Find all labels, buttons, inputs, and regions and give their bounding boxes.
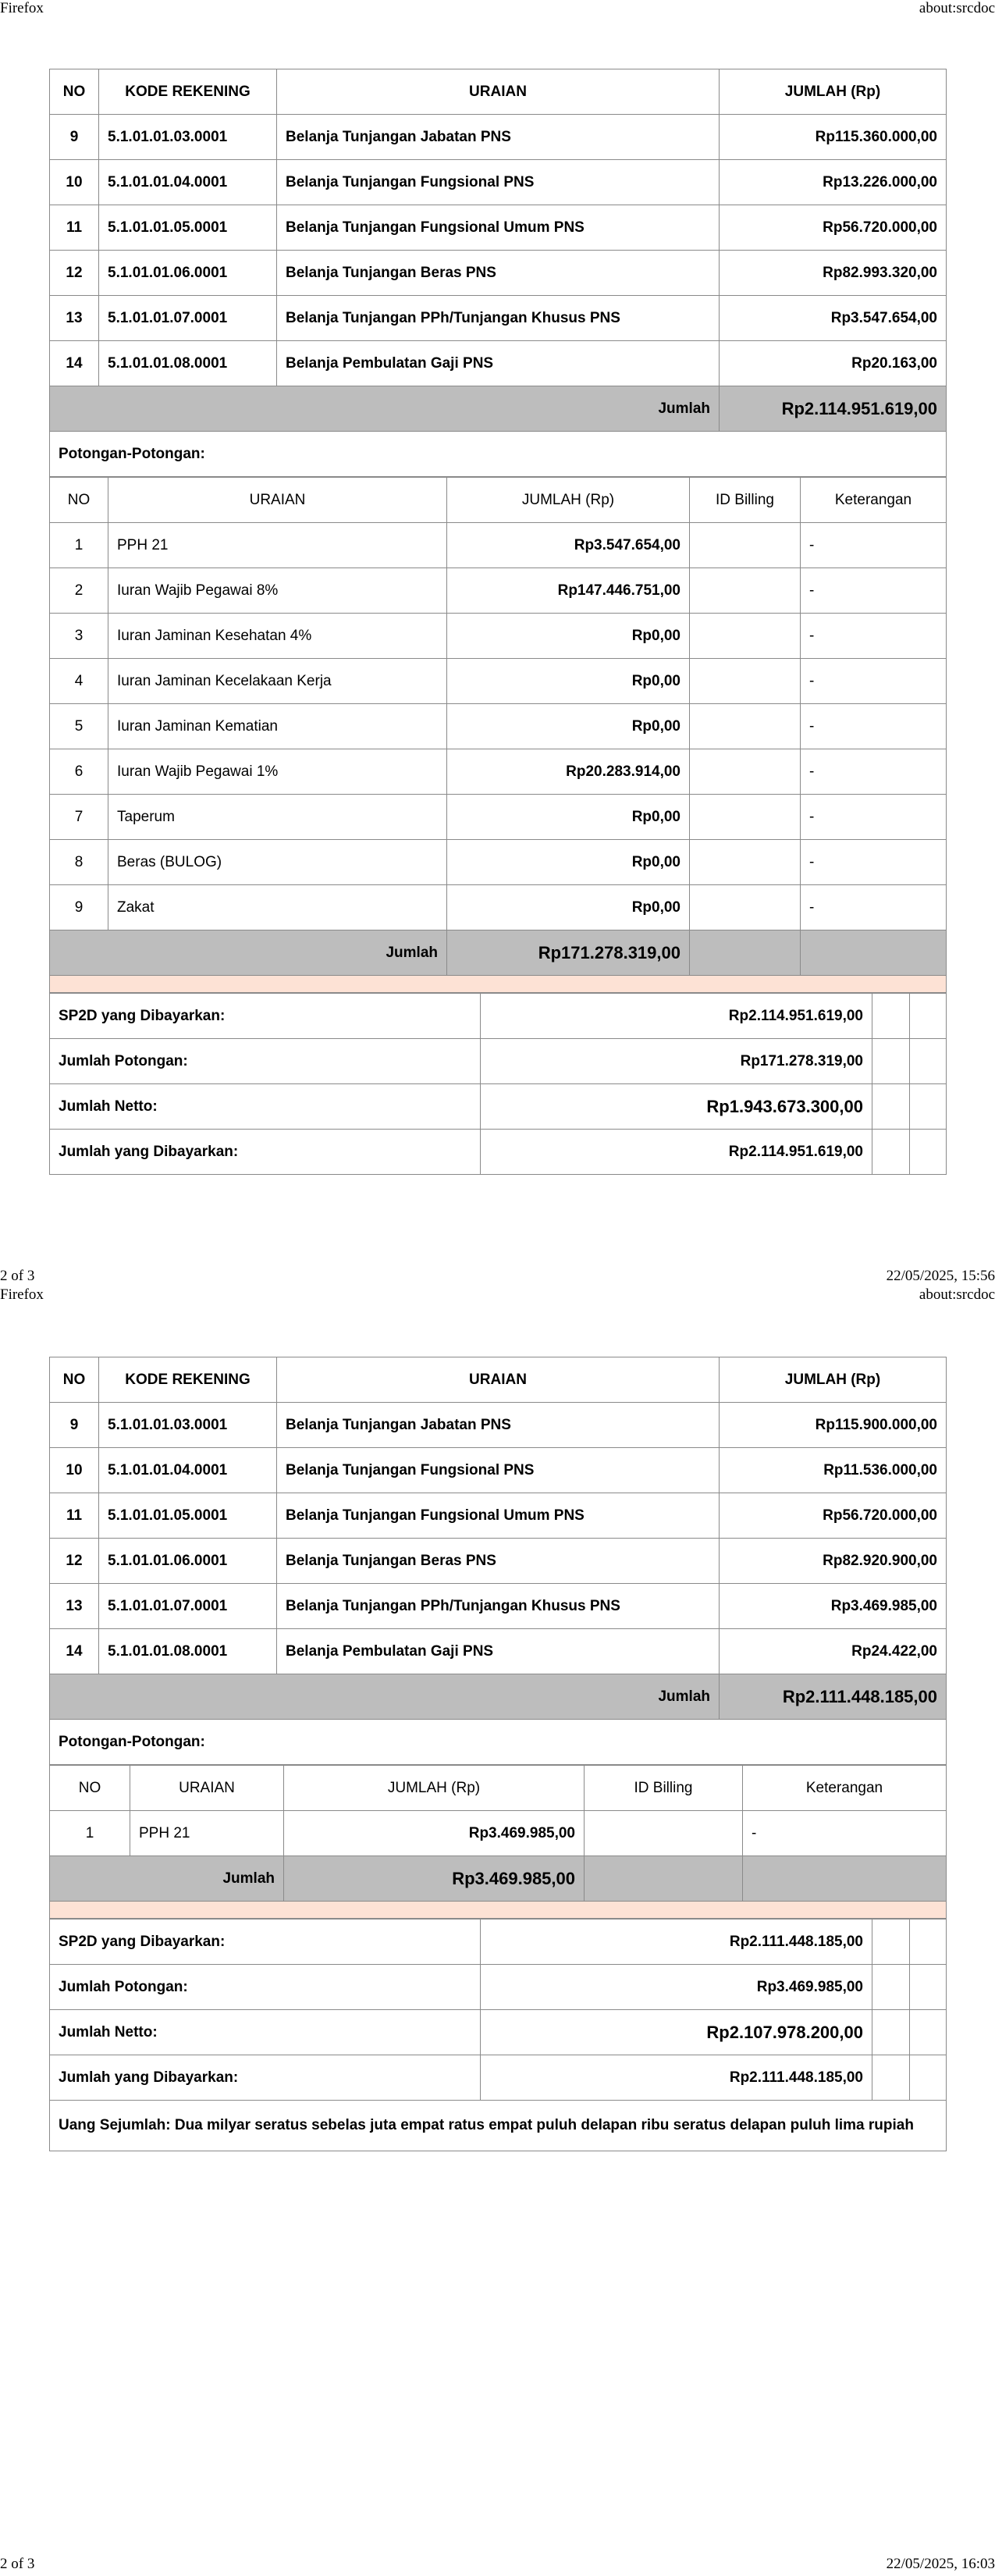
row-uraian: Belanja Tunjangan Fungsional PNS [277, 160, 720, 205]
row-uraian: Belanja Pembulatan Gaji PNS [277, 1629, 720, 1674]
row-uraian: Belanja Tunjangan Jabatan PNS [277, 1403, 720, 1448]
browser-name: Firefox [0, 0, 44, 16]
empty-cell [872, 2010, 910, 2055]
row-no: 9 [50, 885, 108, 930]
table-row [50, 251, 947, 296]
col-keterangan: Keterangan [743, 1766, 947, 1811]
row-jumlah: Rp13.226.000,00 [720, 160, 947, 205]
row-no: 7 [50, 795, 108, 840]
row-uraian: PPH 21 [108, 523, 447, 568]
page-url: about:srcdoc [919, 1286, 995, 1303]
row-jumlah: Rp3.469.985,00 [720, 1584, 947, 1629]
table-row [50, 1584, 947, 1629]
potongan-table [49, 477, 947, 993]
row-uraian: Belanja Tunjangan Fungsional PNS [277, 1448, 720, 1493]
potongan-total-row [50, 1856, 947, 1902]
row-no: 13 [50, 1584, 99, 1629]
rekening-total-row [50, 1674, 947, 1720]
row-keterangan: - [801, 659, 947, 704]
summary-label: SP2D yang Dibayarkan: [50, 994, 481, 1039]
col-uraian: URAIAN [108, 478, 447, 523]
row-keterangan: - [801, 614, 947, 659]
row-no: 13 [50, 296, 99, 341]
total-value: Rp2.114.951.619,00 [720, 386, 947, 432]
rekening-total-row [50, 386, 947, 432]
summary-row [50, 994, 947, 1039]
row-jumlah: Rp3.469.985,00 [284, 1811, 585, 1856]
summary-value: Rp2.114.951.619,00 [481, 1130, 872, 1175]
row-jumlah: Rp20.163,00 [720, 341, 947, 386]
table-row [50, 885, 947, 930]
table-row [50, 614, 947, 659]
summary-row [50, 1965, 947, 2010]
summary-row [50, 1039, 947, 1084]
empty-cell [585, 1856, 743, 1902]
table-row [50, 795, 947, 840]
row-jumlah: Rp82.920.900,00 [720, 1539, 947, 1584]
row-jumlah: Rp56.720.000,00 [720, 205, 947, 251]
table-row [50, 704, 947, 749]
row-no: 12 [50, 1539, 99, 1584]
row-id-billing [585, 1811, 743, 1856]
empty-cell [872, 994, 910, 1039]
table-row [50, 115, 947, 160]
row-no: 6 [50, 749, 108, 795]
row-id-billing [690, 749, 801, 795]
empty-cell [872, 1084, 910, 1130]
summary-row [50, 2010, 947, 2055]
page-counter: 2 of 3 [0, 2556, 35, 2572]
row-no: 1 [50, 523, 108, 568]
potongan-header-row [50, 1766, 947, 1811]
empty-cell [872, 1039, 910, 1084]
summary-table [49, 1919, 947, 2151]
table-row [50, 1403, 947, 1448]
col-keterangan: Keterangan [801, 478, 947, 523]
sp2d-document-page-1 [49, 69, 946, 1175]
row-uraian: Iuran Wajib Pegawai 1% [108, 749, 447, 795]
row-no: 11 [50, 1493, 99, 1539]
row-no: 14 [50, 341, 99, 386]
total-label: Jumlah [50, 930, 447, 976]
row-no: 14 [50, 1629, 99, 1674]
row-jumlah: Rp82.993.320,00 [720, 251, 947, 296]
summary-value: Rp1.943.673.300,00 [481, 1084, 872, 1130]
row-no: 10 [50, 1448, 99, 1493]
summary-label: Jumlah Potongan: [50, 1965, 481, 2010]
row-jumlah: Rp20.283.914,00 [447, 749, 690, 795]
potongan-title: Potongan-Potongan: [50, 432, 947, 477]
summary-row [50, 1130, 947, 1175]
terbilang-row [50, 2101, 947, 2151]
print-timestamp: 22/05/2025, 15:56 [886, 1268, 995, 1284]
summary-row [50, 1920, 947, 1965]
row-id-billing [690, 704, 801, 749]
row-jumlah: Rp3.547.654,00 [447, 523, 690, 568]
row-jumlah: Rp0,00 [447, 659, 690, 704]
row-no: 9 [50, 115, 99, 160]
col-kode-rekening: KODE REKENING [99, 1357, 277, 1403]
row-keterangan: - [801, 523, 947, 568]
summary-value: Rp171.278.319,00 [481, 1039, 872, 1084]
potongan-header-row [50, 478, 947, 523]
row-kode: 5.1.01.01.08.0001 [99, 1629, 277, 1674]
rekening-header-row [50, 1357, 947, 1403]
empty-cell [690, 930, 801, 976]
summary-value: Rp3.469.985,00 [481, 1965, 872, 2010]
print-timestamp: 22/05/2025, 16:03 [886, 2556, 995, 2572]
empty-cell [910, 1965, 947, 2010]
row-uraian: Belanja Tunjangan PPh/Tunjangan Khusus PNS [277, 296, 720, 341]
summary-label: Jumlah yang Dibayarkan: [50, 1130, 481, 1175]
row-kode: 5.1.01.01.03.0001 [99, 1403, 277, 1448]
separator-band [50, 1902, 947, 1919]
empty-cell [801, 930, 947, 976]
row-keterangan: - [801, 885, 947, 930]
row-uraian: Iuran Jaminan Kesehatan 4% [108, 614, 447, 659]
row-id-billing [690, 840, 801, 885]
row-id-billing [690, 568, 801, 614]
summary-label: Jumlah Netto: [50, 1084, 481, 1130]
row-kode: 5.1.01.01.06.0001 [99, 1539, 277, 1584]
row-uraian: Zakat [108, 885, 447, 930]
empty-cell [743, 1856, 947, 1902]
total-value: Rp2.111.448.185,00 [720, 1674, 947, 1720]
summary-row [50, 2055, 947, 2101]
table-row [50, 160, 947, 205]
table-row [50, 1811, 947, 1856]
row-uraian: Belanja Pembulatan Gaji PNS [277, 341, 720, 386]
table-row [50, 840, 947, 885]
row-kode: 5.1.01.01.05.0001 [99, 205, 277, 251]
row-no: 5 [50, 704, 108, 749]
table-row [50, 749, 947, 795]
row-id-billing [690, 659, 801, 704]
summary-value: Rp2.107.978.200,00 [481, 2010, 872, 2055]
row-keterangan: - [801, 840, 947, 885]
table-row [50, 1629, 947, 1674]
separator-cell [50, 976, 947, 993]
row-no: 1 [50, 1811, 130, 1856]
col-kode-rekening: KODE REKENING [99, 69, 277, 115]
summary-label: Jumlah Potongan: [50, 1039, 481, 1084]
empty-cell [910, 1130, 947, 1175]
row-no: 10 [50, 160, 99, 205]
potongan-title-row [50, 1720, 947, 1765]
row-uraian: PPH 21 [130, 1811, 284, 1856]
row-id-billing [690, 523, 801, 568]
empty-cell [910, 2055, 947, 2101]
row-jumlah: Rp24.422,00 [720, 1629, 947, 1674]
total-value: Rp171.278.319,00 [447, 930, 690, 976]
summary-value: Rp2.111.448.185,00 [481, 2055, 872, 2101]
row-no: 9 [50, 1403, 99, 1448]
row-uraian: Belanja Tunjangan Fungsional Umum PNS [277, 1493, 720, 1539]
table-row [50, 523, 947, 568]
total-label: Jumlah [50, 1674, 720, 1720]
table-row [50, 659, 947, 704]
table-row [50, 341, 947, 386]
row-no: 12 [50, 251, 99, 296]
rekening-table [49, 1357, 947, 1765]
empty-cell [872, 2055, 910, 2101]
row-id-billing [690, 614, 801, 659]
row-uraian: Belanja Tunjangan Beras PNS [277, 1539, 720, 1584]
table-row [50, 1448, 947, 1493]
row-jumlah: Rp115.900.000,00 [720, 1403, 947, 1448]
row-kode: 5.1.01.01.08.0001 [99, 341, 277, 386]
row-keterangan: - [801, 568, 947, 614]
row-keterangan: - [801, 749, 947, 795]
potongan-title: Potongan-Potongan: [50, 1720, 947, 1765]
potongan-total-row [50, 930, 947, 976]
row-jumlah: Rp147.446.751,00 [447, 568, 690, 614]
row-id-billing [690, 795, 801, 840]
row-id-billing [690, 885, 801, 930]
empty-cell [872, 1920, 910, 1965]
summary-label: SP2D yang Dibayarkan: [50, 1920, 481, 1965]
row-jumlah: Rp115.360.000,00 [720, 115, 947, 160]
table-row [50, 296, 947, 341]
col-id-billing: ID Billing [585, 1766, 743, 1811]
row-jumlah: Rp0,00 [447, 614, 690, 659]
summary-value: Rp2.111.448.185,00 [481, 1920, 872, 1965]
row-uraian: Taperum [108, 795, 447, 840]
row-keterangan: - [801, 704, 947, 749]
table-row [50, 1539, 947, 1584]
row-kode: 5.1.01.01.06.0001 [99, 251, 277, 296]
summary-label: Jumlah yang Dibayarkan: [50, 2055, 481, 2101]
sp2d-document-page-2 [49, 1357, 946, 2151]
col-id-billing: ID Billing [690, 478, 801, 523]
potongan-table [49, 1765, 947, 1919]
total-label: Jumlah [50, 1856, 284, 1902]
row-jumlah: Rp0,00 [447, 840, 690, 885]
row-no: 8 [50, 840, 108, 885]
row-uraian: Iuran Wajib Pegawai 8% [108, 568, 447, 614]
col-no: NO [50, 1357, 99, 1403]
col-no: NO [50, 1766, 130, 1811]
row-kode: 5.1.01.01.03.0001 [99, 115, 277, 160]
page-url: about:srcdoc [919, 0, 995, 16]
col-jumlah: JUMLAH (Rp) [720, 69, 947, 115]
row-kode: 5.1.01.01.07.0001 [99, 1584, 277, 1629]
row-no: 4 [50, 659, 108, 704]
row-no: 2 [50, 568, 108, 614]
empty-cell [910, 1084, 947, 1130]
rekening-table [49, 69, 947, 477]
summary-table [49, 993, 947, 1175]
empty-cell [872, 1965, 910, 2010]
row-jumlah: Rp56.720.000,00 [720, 1493, 947, 1539]
col-jumlah: JUMLAH (Rp) [720, 1357, 947, 1403]
col-jumlah: JUMLAH (Rp) [447, 478, 690, 523]
table-row [50, 1493, 947, 1539]
summary-value: Rp2.114.951.619,00 [481, 994, 872, 1039]
separator-cell [50, 1902, 947, 1919]
empty-cell [910, 1039, 947, 1084]
row-kode: 5.1.01.01.05.0001 [99, 1493, 277, 1539]
row-uraian: Belanja Tunjangan Jabatan PNS [277, 115, 720, 160]
row-kode: 5.1.01.01.04.0001 [99, 160, 277, 205]
row-keterangan: - [801, 795, 947, 840]
amount-in-words: Uang Sejumlah: Dua milyar seratus sebelas juta empat ratus empat puluh delapan ribu seratus delapan puluh lima rupiah [50, 2101, 947, 2151]
potongan-title-row [50, 432, 947, 477]
row-kode: 5.1.01.01.07.0001 [99, 296, 277, 341]
row-uraian: Iuran Jaminan Kematian [108, 704, 447, 749]
row-uraian: Belanja Tunjangan Fungsional Umum PNS [277, 205, 720, 251]
summary-label: Jumlah Netto: [50, 2010, 481, 2055]
page-counter: 2 of 3 [0, 1268, 35, 1284]
row-jumlah: Rp0,00 [447, 795, 690, 840]
row-jumlah: Rp0,00 [447, 704, 690, 749]
empty-cell [910, 2010, 947, 2055]
row-uraian: Beras (BULOG) [108, 840, 447, 885]
row-no: 3 [50, 614, 108, 659]
browser-name: Firefox [0, 1286, 44, 1303]
col-jumlah: JUMLAH (Rp) [284, 1766, 585, 1811]
table-row [50, 205, 947, 251]
col-no: NO [50, 478, 108, 523]
col-no: NO [50, 69, 99, 115]
row-jumlah: Rp3.547.654,00 [720, 296, 947, 341]
empty-cell [910, 1920, 947, 1965]
empty-cell [910, 994, 947, 1039]
col-uraian: URAIAN [277, 69, 720, 115]
row-kode: 5.1.01.01.04.0001 [99, 1448, 277, 1493]
summary-row [50, 1084, 947, 1130]
separator-band [50, 976, 947, 993]
table-row [50, 568, 947, 614]
total-label: Jumlah [50, 386, 720, 432]
rekening-header-row [50, 69, 947, 115]
col-uraian: URAIAN [130, 1766, 284, 1811]
row-jumlah: Rp0,00 [447, 885, 690, 930]
empty-cell [872, 1130, 910, 1175]
total-value: Rp3.469.985,00 [284, 1856, 585, 1902]
col-uraian: URAIAN [277, 1357, 720, 1403]
row-uraian: Iuran Jaminan Kecelakaan Kerja [108, 659, 447, 704]
row-uraian: Belanja Tunjangan Beras PNS [277, 251, 720, 296]
row-uraian: Belanja Tunjangan PPh/Tunjangan Khusus PNS [277, 1584, 720, 1629]
row-jumlah: Rp11.536.000,00 [720, 1448, 947, 1493]
row-no: 11 [50, 205, 99, 251]
row-keterangan: - [743, 1811, 947, 1856]
